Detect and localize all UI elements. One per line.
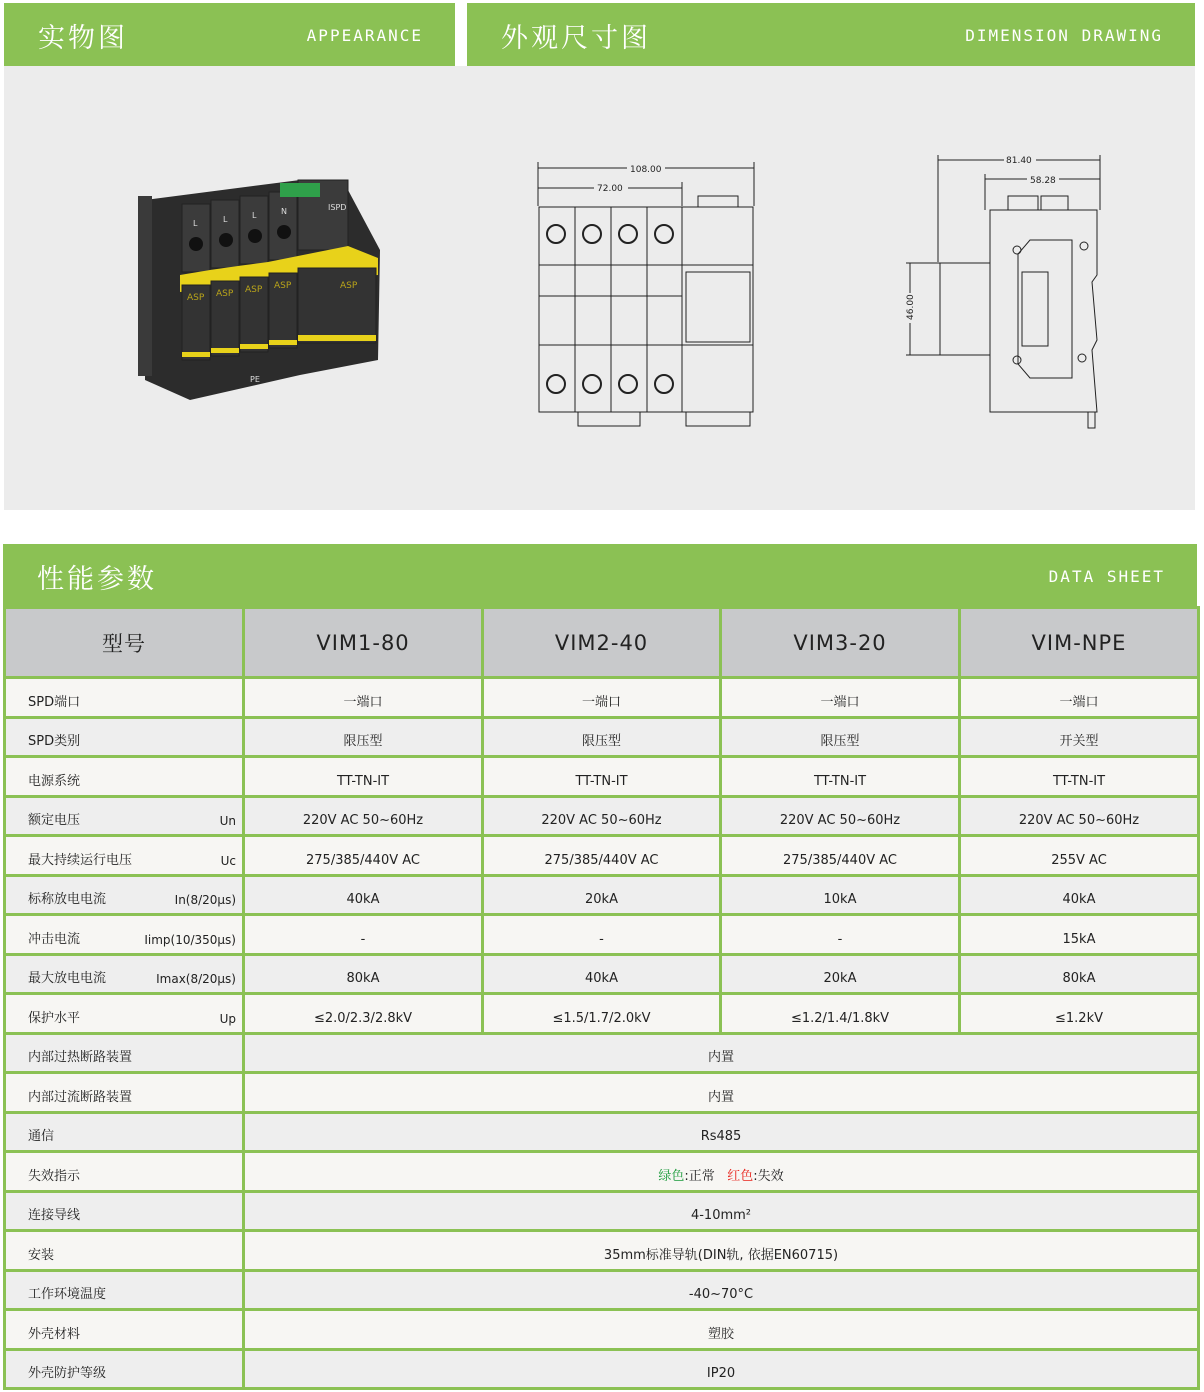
table-row — [5, 954, 1199, 994]
table-row — [5, 1270, 1199, 1310]
cell-value: 220V AC 50~60Hz — [244, 796, 483, 836]
table-row — [5, 1073, 1199, 1113]
fail-color-label: 红色 — [727, 1168, 754, 1184]
row-label — [5, 678, 244, 718]
table-row — [5, 875, 1199, 915]
svg-text:81.40: 81.40 — [1006, 156, 1032, 166]
row-label — [5, 796, 244, 836]
row-label — [5, 836, 244, 876]
cell-value: - — [721, 915, 960, 955]
datasheet-title-en: DATA SHEET — [1048, 567, 1165, 586]
svg-text:L: L — [193, 219, 198, 228]
cell-value: 80kA — [960, 954, 1199, 994]
svg-text:72.00: 72.00 — [597, 184, 623, 194]
label-text: 最大持续运行电压 — [28, 852, 133, 868]
cell-value: IP20 — [244, 1349, 1199, 1389]
cell-value: 一端口 — [483, 678, 721, 718]
cell-value: 15kA — [960, 915, 1199, 955]
svg-text:ASP: ASP — [340, 281, 358, 291]
row-label — [5, 757, 244, 797]
svg-text:46.00: 46.00 — [906, 294, 916, 320]
row-label: 外壳防护等级 — [5, 1349, 244, 1389]
cell-value: - — [483, 915, 721, 955]
image-panel — [4, 66, 1195, 510]
row-label: 内部过流断路装置 — [5, 1073, 244, 1113]
table-row — [5, 1231, 1199, 1271]
svg-text:58.28: 58.28 — [1030, 176, 1056, 186]
cell-value: 20kA — [721, 954, 960, 994]
symbol: In(8/20μs) — [174, 893, 236, 907]
cell-value: 80kA — [244, 954, 483, 994]
label-text: 额定电压 — [28, 813, 81, 828]
fail-text: :失效 — [753, 1168, 784, 1184]
cell-value: 255V AC — [960, 836, 1199, 876]
row-label — [5, 954, 244, 994]
cell-value: - — [244, 915, 483, 955]
cell-value: ≤1.2/1.4/1.8kV — [721, 994, 960, 1034]
table-row — [5, 1033, 1199, 1073]
cell-value — [244, 1152, 1199, 1192]
cell-value: 10kA — [721, 875, 960, 915]
row-label: 连接导线 — [5, 1191, 244, 1231]
table-row — [5, 796, 1199, 836]
row-label — [5, 875, 244, 915]
cell-value: 一端口 — [960, 678, 1199, 718]
cell-value: 40kA — [244, 875, 483, 915]
cell-value: 220V AC 50~60Hz — [721, 796, 960, 836]
symbol: Imax(8/20μs) — [156, 972, 236, 986]
svg-text:L: L — [223, 215, 228, 224]
row-label: 安装 — [5, 1231, 244, 1271]
svg-text:108.00: 108.00 — [630, 165, 662, 175]
svg-text:L: L — [252, 211, 257, 220]
symbol: Up — [219, 1011, 236, 1026]
row-label: 内部过热断路装置 — [5, 1033, 244, 1073]
cell-value: 限压型 — [244, 717, 483, 757]
symbol: Uc — [220, 853, 236, 868]
table-row — [5, 1310, 1199, 1350]
symbol: Un — [219, 814, 236, 828]
dimension-drawing — [4, 66, 1195, 510]
cell-value: 开关型 — [960, 717, 1199, 757]
table-row — [5, 1349, 1199, 1389]
cell-value: 内置 — [244, 1033, 1199, 1073]
cell-value: 限压型 — [483, 717, 721, 757]
symbol: Iimp(10/350μs) — [144, 932, 236, 947]
table-row — [5, 836, 1199, 876]
row-label — [5, 994, 244, 1034]
svg-text:N: N — [281, 207, 287, 216]
cell-value: 275/385/440V AC — [721, 836, 960, 876]
table-row — [5, 915, 1199, 955]
cell-value: ≤2.0/2.3/2.8kV — [244, 994, 483, 1034]
cell-value: 塑胶 — [244, 1310, 1199, 1350]
row-label: 通信 — [5, 1112, 244, 1152]
table-row — [5, 717, 1199, 757]
label-text: 冲击电流 — [28, 931, 81, 947]
cell-value: Rs485 — [244, 1112, 1199, 1152]
table-row — [5, 1112, 1199, 1152]
label-text: 电源系统 — [28, 773, 81, 789]
cell-value: 限压型 — [721, 717, 960, 757]
dimension-title: 外观尺寸图 — [501, 23, 651, 54]
cell-value: TT-TN-IT — [244, 757, 483, 797]
cell-value: 内置 — [244, 1073, 1199, 1113]
cell-value: 一端口 — [721, 678, 960, 718]
model-name: VIM-NPE — [960, 608, 1199, 678]
svg-text:ASP: ASP — [274, 281, 292, 291]
row-label: 工作环境温度 — [5, 1270, 244, 1310]
cell-value: TT-TN-IT — [483, 757, 721, 797]
label-text: 保护水平 — [28, 1010, 81, 1026]
dimension-title-en: DIMENSION DRAWING — [965, 26, 1163, 45]
svg-text:ASP: ASP — [245, 285, 263, 295]
model-header: 型号 — [5, 608, 244, 678]
appearance-header — [4, 3, 455, 66]
dimension-header — [467, 3, 1195, 66]
table-header-row — [5, 608, 1199, 678]
appearance-title: 实物图 — [38, 23, 128, 54]
cell-value: 20kA — [483, 875, 721, 915]
label-text: SPD端口 — [28, 694, 81, 710]
model-name: VIM2-40 — [483, 608, 721, 678]
table-row — [5, 1152, 1199, 1192]
cell-value: 40kA — [960, 875, 1199, 915]
cell-value: TT-TN-IT — [960, 757, 1199, 797]
svg-text:PE: PE — [250, 375, 260, 384]
cell-value: 220V AC 50~60Hz — [960, 796, 1199, 836]
svg-text:ASP: ASP — [187, 293, 205, 303]
label-text: SPD类别 — [28, 734, 81, 749]
cell-value: ≤1.2kV — [960, 994, 1199, 1034]
cell-value: 一端口 — [244, 678, 483, 718]
row-label — [5, 717, 244, 757]
table-row — [5, 994, 1199, 1034]
row-label — [5, 915, 244, 955]
model-name: VIM3-20 — [721, 608, 960, 678]
ok-text: :正常 — [684, 1168, 715, 1184]
cell-value: 220V AC 50~60Hz — [483, 796, 721, 836]
label-text: 最大放电电流 — [28, 971, 107, 986]
ok-color-label: 绿色 — [658, 1168, 685, 1184]
label-text: 标称放电电流 — [28, 892, 107, 907]
spec-table — [3, 606, 1200, 1390]
row-label: 失效指示 — [5, 1152, 244, 1192]
cell-value: TT-TN-IT — [721, 757, 960, 797]
table-row — [5, 1191, 1199, 1231]
table-row — [5, 678, 1199, 718]
svg-text:ISPD: ISPD — [328, 203, 347, 212]
cell-value: 40kA — [483, 954, 721, 994]
datasheet-header — [3, 544, 1197, 607]
row-label: 外壳材料 — [5, 1310, 244, 1350]
cell-value: 275/385/440V AC — [244, 836, 483, 876]
appearance-title-en: APPEARANCE — [306, 26, 423, 45]
datasheet-title: 性能参数 — [37, 564, 157, 595]
cell-value: 275/385/440V AC — [483, 836, 721, 876]
cell-value: -40~70°C — [244, 1270, 1199, 1310]
model-name: VIM1-80 — [244, 608, 483, 678]
table-row — [5, 757, 1199, 797]
cell-value: 4-10mm² — [244, 1191, 1199, 1231]
svg-text:ASP: ASP — [216, 289, 234, 299]
cell-value: 35mm标准导轨(DIN轨, 依据EN60715) — [244, 1231, 1199, 1271]
cell-value: ≤1.5/1.7/2.0kV — [483, 994, 721, 1034]
